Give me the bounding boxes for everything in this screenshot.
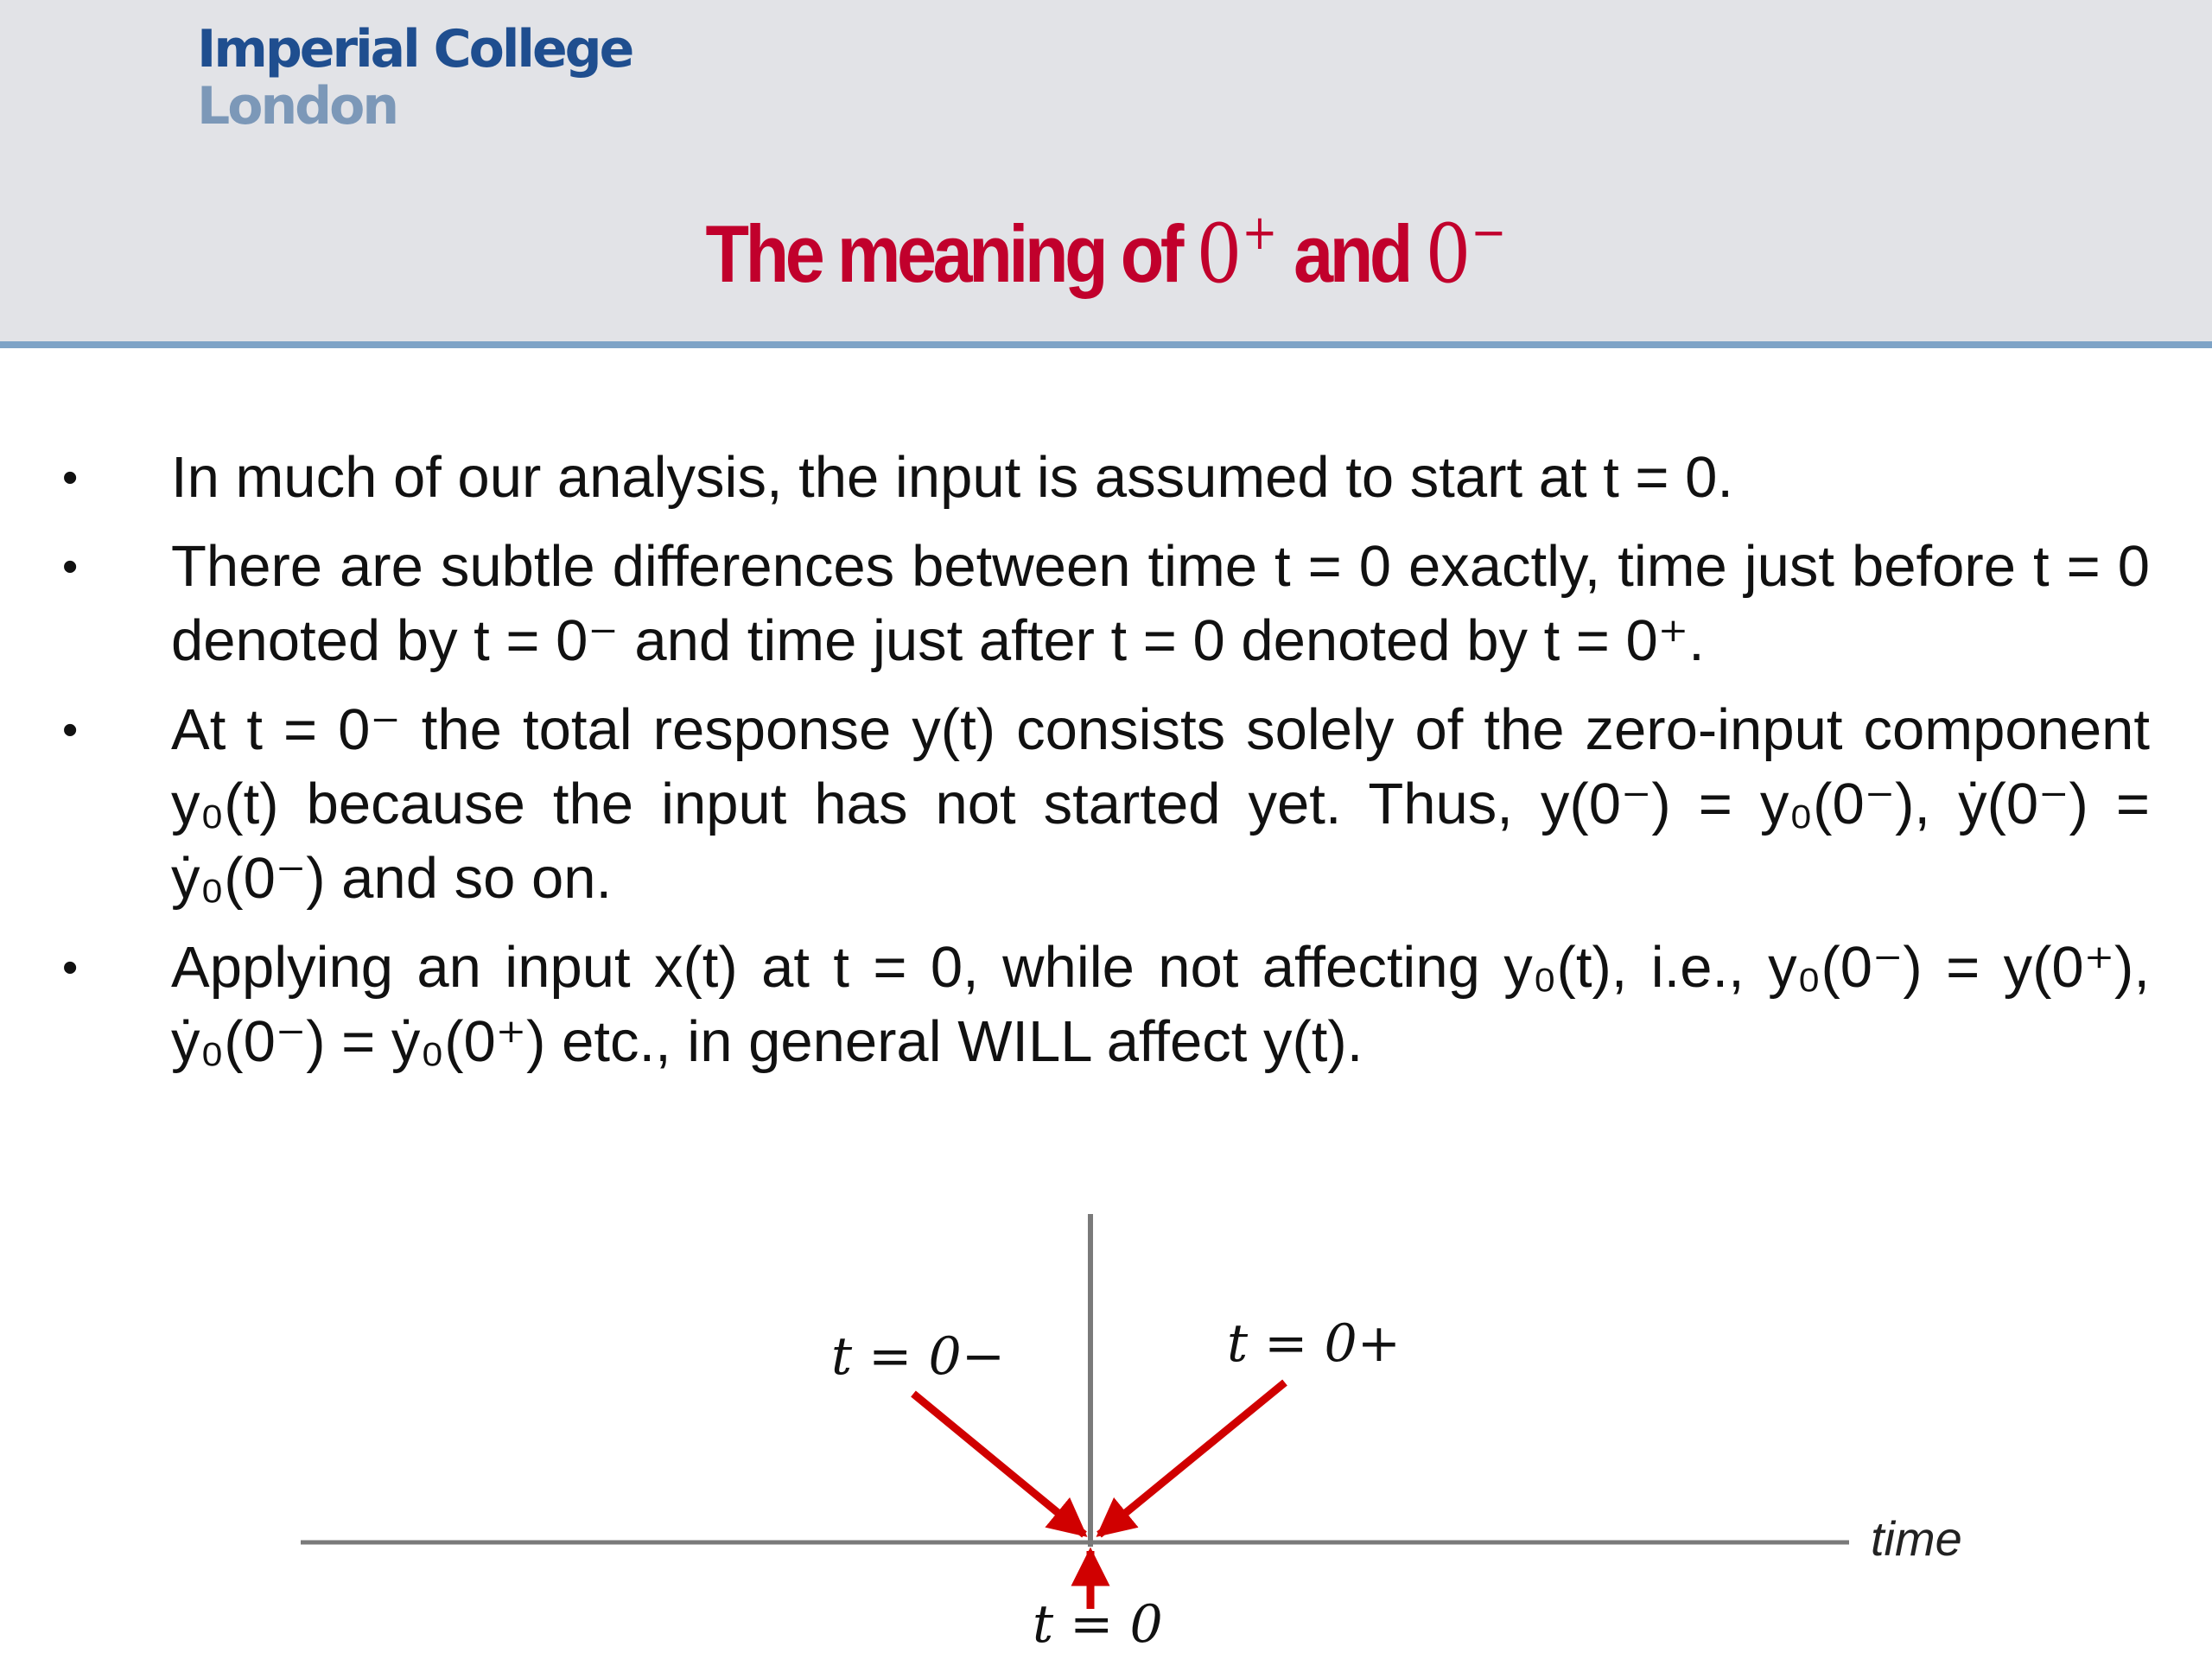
bullet-dot: •: [62, 943, 79, 993]
arrow-zero-minus: [913, 1394, 1084, 1535]
logo-line-1: Imperial College: [197, 19, 632, 79]
bullet-text-3: At t = 0⁻ the total response y(t) consists solely of the zero-input component y₀(t) because the input has not started yet. Thus, y(0⁻) = y₀(0⁻), ẏ(0⁻) = ẏ₀(0⁻) and so on.: [171, 697, 2150, 911]
bullet-dot: •: [62, 705, 79, 755]
bullet-dot: •: [62, 453, 79, 503]
label-t-zero-minus: t = 0−: [831, 1326, 1005, 1387]
logo-line-2: London: [197, 76, 397, 137]
bullet-text-4: Applying an input x(t) at t = 0, while not affecting y₀(t), i.e., y₀(0⁻) = y(0⁺), ẏ₀(0⁻) = ẏ₀(0⁺) etc., in general WILL affect y(t).: [171, 935, 2150, 1074]
time-axis-label: time: [1871, 1511, 1962, 1566]
bullet-text-1: In much of our analysis, the input is assumed to start at t = 0.: [171, 445, 1734, 510]
label-t-zero-plus: t = 0+: [1227, 1313, 1401, 1374]
label-t-zero: t = 0: [1033, 1594, 1163, 1655]
slide-title: The meaning of 0+ and 0−: [705, 205, 1507, 302]
arrow-zero-plus: [1099, 1382, 1285, 1535]
bullet-dot: •: [62, 542, 79, 592]
bullet-text-2: There are subtle differences between time t = 0 exactly, time just before t = 0 denoted by t = 0⁻ and time just after t = 0 denoted by t = 0⁺.: [171, 534, 2150, 673]
